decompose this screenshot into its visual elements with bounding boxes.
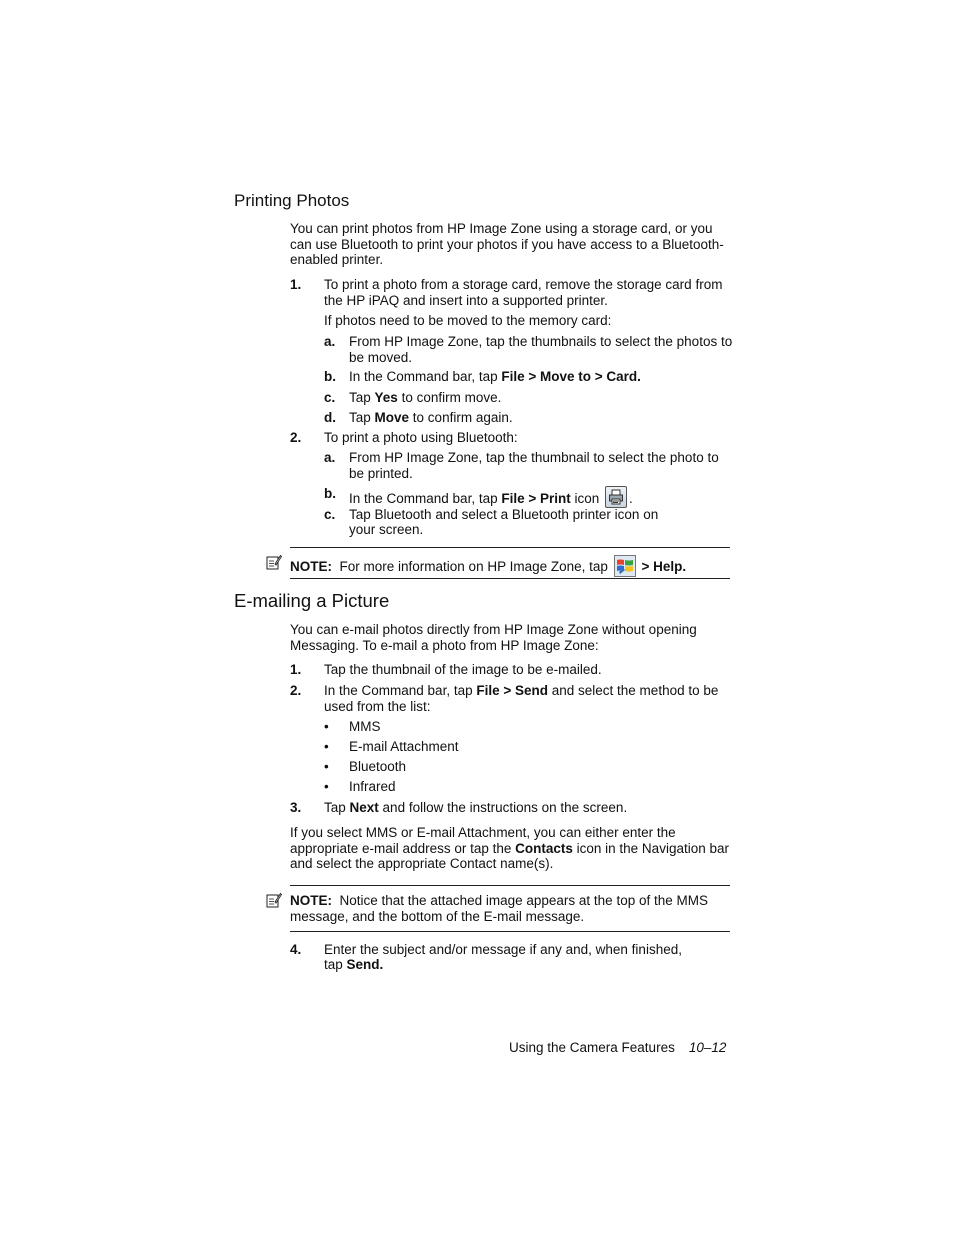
step-text-line2 <box>324 957 734 973</box>
para-text-pre: If you select MMS or E-mail Attachment, you can either enter the appropriate e-mail address or tap the <box>290 825 676 856</box>
list-item: Infrared <box>349 779 396 794</box>
bullet-char: • <box>324 759 329 774</box>
step-number: 1. <box>290 277 302 292</box>
step-number: 4. <box>290 942 302 957</box>
command-yes: Yes <box>374 390 398 405</box>
substep-letter: a. <box>324 334 336 349</box>
command-move: Move <box>374 410 410 425</box>
step-number: 2. <box>290 430 302 445</box>
note-pencil-icon <box>266 892 282 908</box>
substep-letter: c. <box>324 507 336 522</box>
substep-text: From HP Image Zone, tap the thumbnails to select the photos to be moved. <box>349 334 733 365</box>
command-next: Next <box>349 800 379 815</box>
step-text <box>324 800 734 816</box>
list-item: Bluetooth <box>349 759 407 774</box>
substep-text-post: to confirm move. <box>397 390 502 405</box>
step-text <box>324 683 734 714</box>
page-footer <box>509 1040 726 1055</box>
step-number: 3. <box>290 800 302 815</box>
step-text-pre: tap <box>324 957 347 972</box>
substep-text-line1: Tap Bluetooth and select a Bluetooth printer icon on <box>349 507 659 522</box>
substep-text <box>349 410 734 426</box>
footer-chapter: Using the Camera Features <box>509 1040 675 1055</box>
list-item: E-mail Attachment <box>349 739 459 754</box>
page-number: 10–12 <box>688 1040 727 1055</box>
substep-text: From HP Image Zone, tap the thumbnail to select the photo to be printed. <box>349 450 719 481</box>
note-rule-bottom <box>290 931 730 932</box>
bullet-char: • <box>324 739 329 754</box>
note-rule-bottom <box>290 578 730 579</box>
substep-text-pre: Tap <box>349 410 375 425</box>
bullet-char: • <box>324 779 329 794</box>
substep-letter: c. <box>324 390 336 405</box>
step-text-post: and follow the instructions on the screen. <box>378 800 628 815</box>
substep-text <box>349 390 734 406</box>
note-text: For more information on HP Image Zone, tap <box>339 559 608 574</box>
help-link-text: > Help. <box>641 559 687 574</box>
menu-path: File > Send <box>476 683 548 698</box>
step-text-pre: In the Command bar, tap <box>324 683 477 698</box>
substep-text-pre: In the Command bar, tap <box>349 369 502 384</box>
step-text: To print a photo using Bluetooth: <box>324 430 518 445</box>
substep-text-end: . <box>629 491 633 506</box>
step-text-post: and select the method to be used from the list: <box>324 683 719 714</box>
note-printing <box>290 555 730 577</box>
substep-letter: b. <box>324 369 336 384</box>
substep-letter: b. <box>324 486 336 501</box>
step-text-pre: Tap <box>324 800 350 815</box>
substep-letter: d. <box>324 410 336 425</box>
step-text: Tap the thumbnail of the image to be e-mailed. <box>324 662 602 677</box>
menu-path: File > Move to > Card. <box>501 369 641 384</box>
substep-text-post: to confirm again. <box>409 410 513 425</box>
step-subintro: If photos need to be moved to the memory card: <box>324 313 612 328</box>
substep-text-pre: Tap <box>349 390 375 405</box>
substep-text-line2: your screen. <box>349 522 424 537</box>
windows-start-icon <box>614 555 636 577</box>
printing-intro: You can print photos from HP Image Zone using a storage card, or you can use Bluetooth to print your photos if you have access to a Bluetooth-enabled printer. <box>290 221 724 267</box>
emailing-intro: You can e-mail photos directly from HP Image Zone without opening Messaging. To e-mail a photo from HP Image Zone: <box>290 622 697 653</box>
command-send: Send. <box>346 957 384 972</box>
step-number: 1. <box>290 662 302 677</box>
substep-text <box>349 369 734 385</box>
para-text-post: icon in the Navigation bar and select the appropriate Contact name(s). <box>290 840 729 871</box>
bullet-char: • <box>324 719 329 734</box>
note-label: NOTE: <box>290 893 332 908</box>
step-text-line1: Enter the subject and/or message if any and, when finished, <box>324 942 682 957</box>
section-title-printing-photos: Printing Photos <box>234 191 350 210</box>
substep-text <box>349 486 734 508</box>
note-label: NOTE: <box>290 559 332 574</box>
note-emailing <box>290 893 730 924</box>
step-number: 2. <box>290 683 302 698</box>
substep-letter: a. <box>324 450 336 465</box>
step-text: To print a photo from a storage card, remove the storage card from the HP iPAQ and insert into a supported printer. <box>324 277 723 308</box>
menu-path: File > Print <box>501 491 571 506</box>
note-text: Notice that the attached image appears at the top of the MMS message, and the bottom of the E-mail message. <box>290 893 708 924</box>
note-rule-top <box>290 547 730 548</box>
substep-text-pre: In the Command bar, tap <box>349 491 502 506</box>
note-pencil-icon <box>266 554 282 570</box>
contacts-paragraph <box>290 825 730 872</box>
note-rule-top <box>290 885 730 886</box>
print-icon <box>605 486 627 508</box>
section-title-emailing: E-mailing a Picture <box>234 590 390 611</box>
substep-text-post: icon <box>570 491 600 506</box>
contacts-term: Contacts <box>515 840 573 856</box>
list-item: MMS <box>349 719 381 734</box>
